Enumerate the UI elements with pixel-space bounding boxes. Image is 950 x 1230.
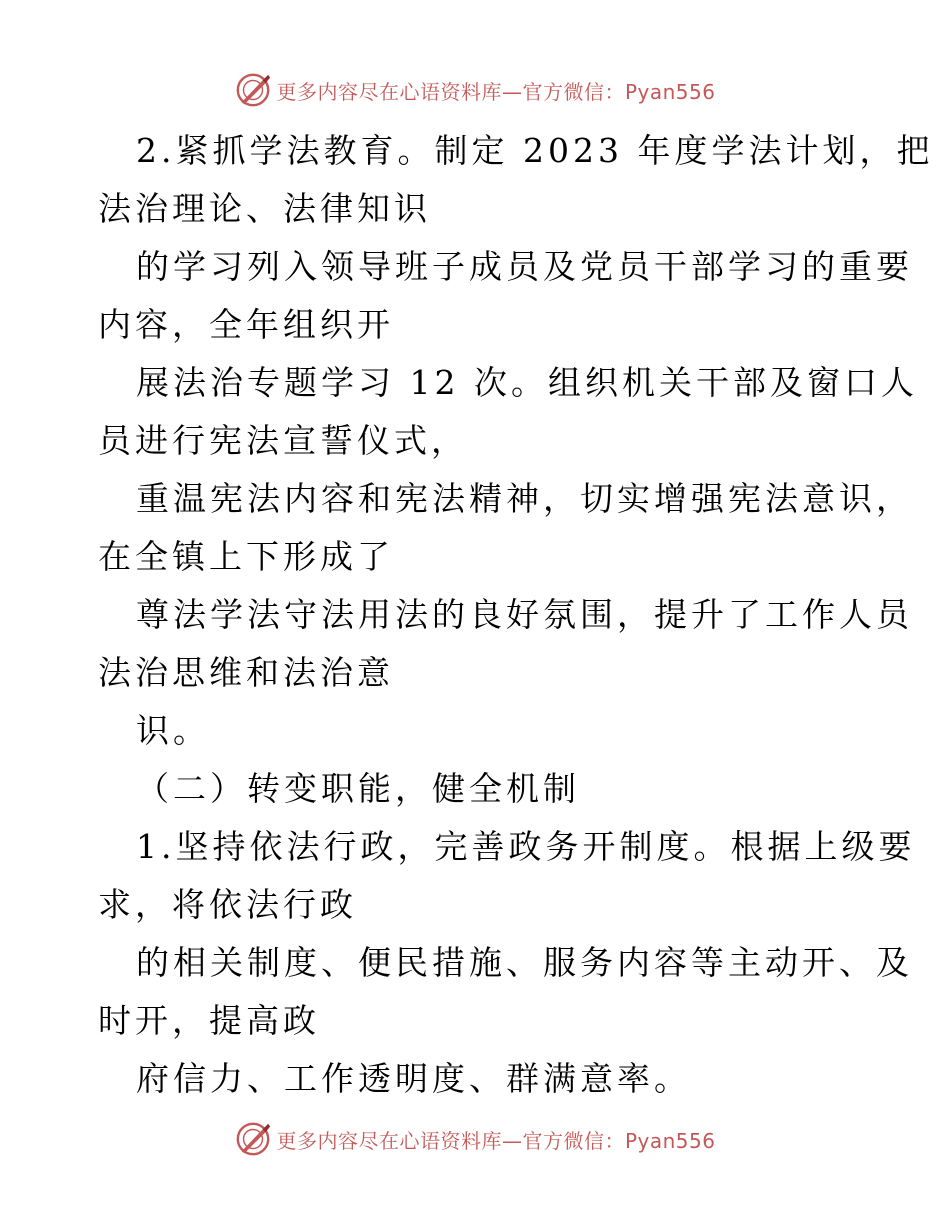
header-watermark-text: 更多内容尽在心语资料库—官方微信：Pyan556: [276, 79, 716, 104]
footer-watermark-banner: [0, 1117, 950, 1161]
footer-watermark-group: [234, 1120, 715, 1158]
body-line: 的相关制度、便民措施、服务内容等主动开、及: [136, 943, 913, 982]
body-line: 法治思维和法治意: [98, 653, 394, 692]
body-line: 内容，全年组织开: [98, 305, 394, 344]
body-line: 员进行宪法宣誓仪式，: [98, 421, 468, 460]
body-line: 展法治专题学习 12 次。组织机关干部及窗口人: [136, 363, 918, 402]
body-line: 的学习列入领导班子成员及党员干部学习的重要: [136, 247, 913, 286]
body-line: 1.坚持依法行政，完善政务开制度。根据上级要: [136, 827, 916, 866]
header-watermark-banner: [0, 68, 950, 112]
body-line: 时开，提高政: [98, 1001, 320, 1040]
document-body: [98, 122, 934, 1108]
pen-logo-icon: [234, 71, 272, 109]
body-line: 在全镇上下形成了: [98, 537, 394, 576]
header-watermark-group: [234, 71, 715, 109]
body-line: 求，将依法行政: [98, 885, 357, 924]
pen-logo-icon: [234, 1120, 272, 1158]
body-line: 重温宪法内容和宪法精神，切实增强宪法意识，: [136, 479, 913, 518]
body-line: 尊法学法守法用法的良好氛围，提升了工作人员: [136, 595, 913, 634]
body-line: 法治理论、法律知识: [98, 189, 431, 228]
footer-watermark-text: 更多内容尽在心语资料库—官方微信：Pyan556: [276, 1128, 716, 1153]
section-heading: （二）转变职能，健全机制: [136, 769, 580, 808]
body-line: 2.紧抓学法教育。制定 2023 年度学法计划，把: [136, 131, 934, 170]
body-line: 府信力、工作透明度、群满意率。: [136, 1059, 691, 1098]
body-line: 识。: [136, 711, 210, 750]
